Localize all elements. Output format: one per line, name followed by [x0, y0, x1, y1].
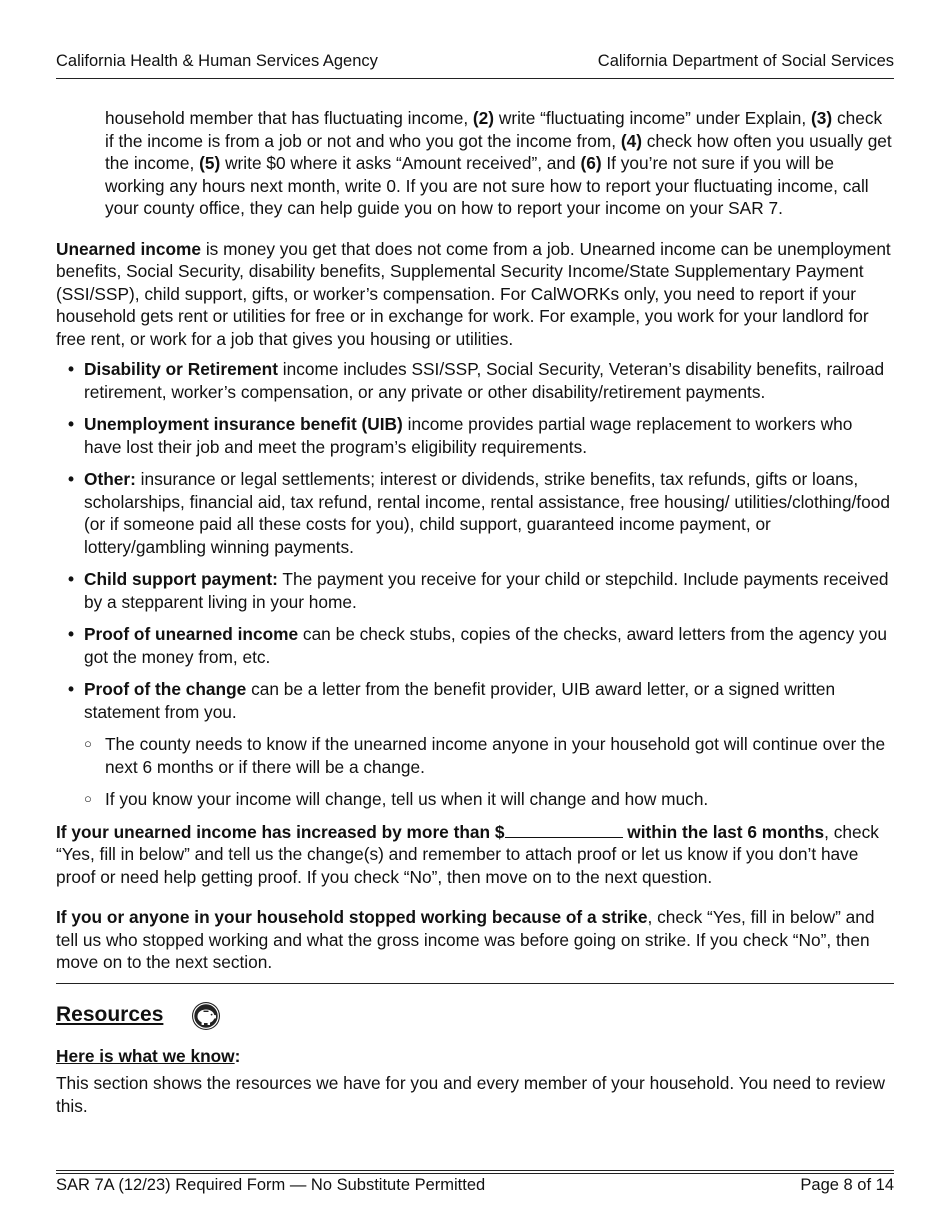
unearned-income-definition: is money you get that does not come from a job. Unearned income can be unemployment benefits, Social Security, disability benefits, Supplemental Security Income/State Supplementary Payment (SSI/SSP), child support, gifts, or worker’s compensation. For CalWORKs only, you need to report if your household gets rent or utilities for free or in exchange for work. For example, you work for your landlord for free rent, or work for a job that gives you housing or utilities.	[56, 238, 891, 349]
sub-list-item: ○ The county needs to know if the unearned income anyone in your household got will continue over the next 6 months or if there will be a change.	[84, 733, 894, 778]
step-number: (6)	[580, 153, 602, 173]
list-item-term: Unemployment insurance benefit (UIB)	[84, 414, 403, 434]
list-item-term: Other:	[84, 469, 136, 489]
unearned-income-term: Unearned income	[56, 238, 202, 259]
step-number: (2)	[472, 108, 495, 128]
intro-text: check if the income is from a job or not and who you got the income from,	[105, 108, 883, 151]
income-increase-instructions: , check “Yes, fill in below” and tell us the change(s) and remember to attach proof or let us know if you don’t have proof or need help getting proof. If you check “No”, then move on to the next question.	[56, 821, 879, 887]
step-number: (4)	[620, 130, 642, 151]
list-item-text: insurance or legal settlements; interest or dividends, strike benefits, tax refunds, gifts or loans, scholarships, financial aid, tax refund, rental income, rental assistance, free housing/ utilities/clothing/food (or if someone paid all these costs for you), child support, guaranteed income payment, or lottery/gambling winning payments.	[84, 469, 890, 557]
strike-question: If you or anyone in your household stopped working because of a strike	[56, 907, 648, 927]
page-body	[56, 107, 894, 1117]
income-increase-paragraph	[56, 821, 894, 889]
step-number: (3)	[811, 108, 833, 128]
form-identifier: SAR 7A (12/23) Required Form — No Substitute Permitted	[56, 1176, 486, 1194]
list-item-term: Child support payment:	[84, 569, 278, 589]
unearned-income-paragraph	[56, 238, 894, 351]
page-number: Page 8 of 14	[800, 1176, 894, 1194]
intro-text: write $0 where it asks “Amount received”, and	[220, 153, 581, 173]
intro-text: write “fluctuating income” under Explain,	[494, 108, 812, 128]
here-is-what-we-know-label: Here is what we know	[56, 1045, 235, 1066]
resources-heading	[56, 1001, 894, 1031]
amount-blank-line	[505, 822, 623, 838]
footer-divider	[56, 1173, 894, 1174]
list-item-text: income provides partial wage replacement to workers who have lost their job and meet the program’s eligibility requirements.	[84, 414, 853, 457]
intro-text: If you’re not sure if you will be working any hours next month, write 0. If you are not sure how to report your fluctuating income, call your county office, they can help guide you on how to report your income on your SAR 7.	[105, 153, 869, 218]
list-item-term: Proof of the change	[84, 679, 247, 699]
list-item-text: income includes SSI/SSP, Social Security, Veteran’s disability benefits, railroad retirement, worker’s compensation, or any private or other disability/retirement payments.	[84, 359, 885, 402]
unearned-income-types-list	[56, 358, 894, 811]
list-item	[56, 568, 894, 613]
income-increase-question: If your unearned income has increased by more than $	[56, 821, 505, 842]
footer-divider	[56, 1170, 894, 1171]
page-footer	[56, 1176, 894, 1195]
piggy-bank-icon	[191, 1001, 221, 1031]
list-item	[56, 468, 894, 558]
income-increase-period: within the last 6 months	[622, 821, 825, 842]
page-header	[56, 52, 894, 71]
resources-description: This section shows the resources we have for you and every member of your household. You need to review this.	[56, 1073, 886, 1116]
list-item-term: Disability or Retirement	[84, 359, 278, 379]
intro-text: check how often you usually get the income,	[105, 130, 892, 173]
strike-paragraph	[56, 906, 894, 974]
header-divider	[56, 78, 894, 79]
proof-of-change-sublist	[84, 733, 894, 811]
fluctuating-income-instructions	[105, 107, 894, 220]
intro-text: household member that has fluctuating income,	[105, 108, 473, 128]
header-agency: California Health & Human Services Agency	[56, 52, 378, 70]
list-item-text: can be a letter from the benefit provider, UIB award letter, or a signed written statement from you.	[84, 679, 836, 722]
strike-instructions: , check “Yes, fill in below” and tell us who stopped working and what the gross income was before going on strike. If you check “No”, then move on to the next section.	[56, 907, 875, 972]
list-item-text: The payment you receive for your child or stepchild. Include payments received by a stepparent living in your home.	[84, 569, 889, 612]
list-item	[56, 413, 894, 458]
label-colon: :	[234, 1045, 241, 1066]
list-item	[56, 358, 894, 403]
step-number: (5)	[199, 153, 221, 173]
list-item	[56, 678, 894, 811]
here-is-what-we-know	[56, 1045, 894, 1068]
list-item-text: can be check stubs, copies of the checks, award letters from the agency you got the money from, etc.	[84, 624, 887, 667]
header-department: California Department of Social Services	[597, 52, 894, 70]
sub-list-item: ○ If you know your income will change, tell us when it will change and how much.	[84, 788, 894, 811]
list-item	[56, 623, 894, 668]
section-divider	[56, 983, 894, 984]
list-item-term: Proof of unearned income	[84, 624, 299, 644]
resources-title: Resources	[56, 1003, 164, 1027]
